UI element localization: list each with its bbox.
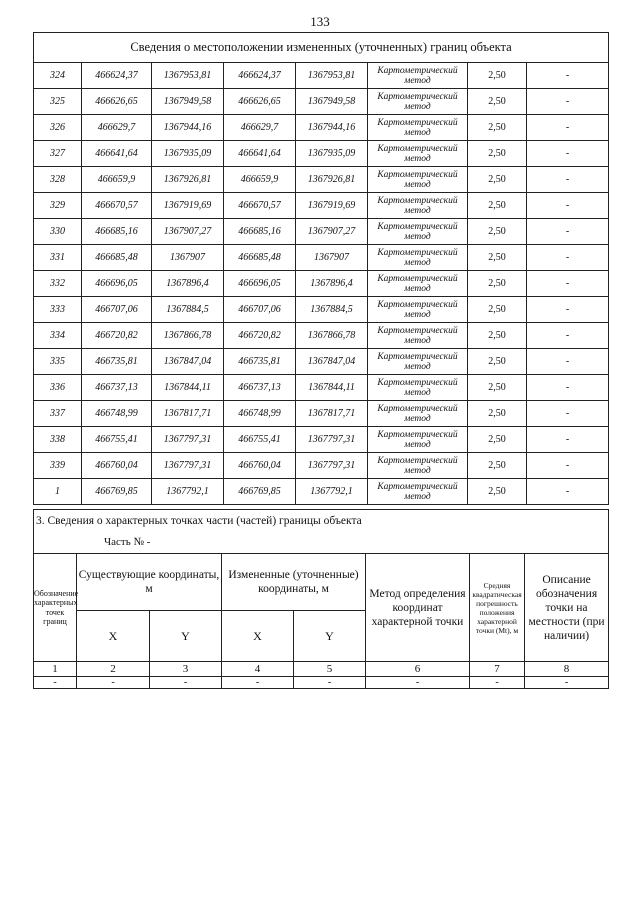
- point-number-cell: 331: [34, 245, 82, 271]
- method-cell: Картометрический метод: [368, 297, 468, 323]
- description-cell: -: [527, 245, 609, 271]
- description-cell: -: [527, 323, 609, 349]
- description-cell: -: [527, 453, 609, 479]
- point-number-cell: 324: [34, 63, 82, 89]
- existing-x-cell: 466696,05: [82, 271, 152, 297]
- column-number-row: [34, 662, 609, 677]
- changed-y-cell: 1367953,81: [296, 63, 368, 89]
- existing-y-cell: 1367844,11: [152, 375, 224, 401]
- changed-y-cell: 1367847,04: [296, 349, 368, 375]
- table-row: [34, 89, 609, 115]
- description-cell: -: [527, 297, 609, 323]
- table-row: [34, 349, 609, 375]
- changed-y-cell: 1367949,58: [296, 89, 368, 115]
- header-x-existing: X: [77, 611, 150, 662]
- method-cell: Картометрический метод: [368, 167, 468, 193]
- existing-y-cell: 1367792,1: [152, 479, 224, 505]
- changed-y-cell: 1367896,4: [296, 271, 368, 297]
- existing-x-cell: 466641,64: [82, 141, 152, 167]
- description-cell: -: [527, 219, 609, 245]
- method-cell: Картометрический метод: [368, 453, 468, 479]
- method-cell: Картометрический метод: [368, 349, 468, 375]
- accuracy-cell: 2,50: [468, 219, 527, 245]
- description-cell: -: [527, 63, 609, 89]
- existing-y-cell: 1367884,5: [152, 297, 224, 323]
- accuracy-cell: 2,50: [468, 271, 527, 297]
- header-description: Описание обозначения точки на местности (при наличии): [525, 554, 609, 662]
- table-row: [34, 297, 609, 323]
- existing-x-cell: 466735,81: [82, 349, 152, 375]
- table-row: [34, 479, 609, 505]
- point-number-cell: 329: [34, 193, 82, 219]
- existing-x-cell: 466737,13: [82, 375, 152, 401]
- description-cell: -: [527, 427, 609, 453]
- method-cell: Картометрический метод: [368, 193, 468, 219]
- changed-x-cell: 466748,99: [224, 401, 296, 427]
- changed-y-cell: 1367926,81: [296, 167, 368, 193]
- existing-y-cell: 1367896,4: [152, 271, 224, 297]
- changed-x-cell: 466685,48: [224, 245, 296, 271]
- description-cell: -: [527, 375, 609, 401]
- column-number: 1: [34, 662, 77, 677]
- existing-x-cell: 466760,04: [82, 453, 152, 479]
- accuracy-cell: 2,50: [468, 297, 527, 323]
- header-changed: Измененные (уточненные) координаты, м: [222, 554, 366, 611]
- point-number-cell: 339: [34, 453, 82, 479]
- table-row: [34, 141, 609, 167]
- accuracy-cell: 2,50: [468, 167, 527, 193]
- point-number-cell: 327: [34, 141, 82, 167]
- existing-x-cell: 466685,48: [82, 245, 152, 271]
- method-cell: Картометрический метод: [368, 401, 468, 427]
- existing-y-cell: 1367935,09: [152, 141, 224, 167]
- table-row: [34, 323, 609, 349]
- method-cell: Картометрический метод: [368, 271, 468, 297]
- changed-x-cell: 466735,81: [224, 349, 296, 375]
- point-number-cell: 325: [34, 89, 82, 115]
- accuracy-cell: 2,50: [468, 89, 527, 115]
- header-x-changed: X: [222, 611, 294, 662]
- existing-y-cell: 1367866,78: [152, 323, 224, 349]
- method-cell: Картометрический метод: [368, 427, 468, 453]
- method-cell: Картометрический метод: [368, 115, 468, 141]
- part-label-row: [34, 531, 609, 554]
- accuracy-cell: 2,50: [468, 453, 527, 479]
- header-existing: Существующие координаты, м: [77, 554, 222, 611]
- changed-x-cell: 466641,64: [224, 141, 296, 167]
- table-row: [34, 375, 609, 401]
- description-cell: -: [527, 401, 609, 427]
- empty-cell: -: [222, 677, 294, 689]
- method-cell: Картометрический метод: [368, 245, 468, 271]
- existing-x-cell: 466624,37: [82, 63, 152, 89]
- changed-x-cell: 466769,85: [224, 479, 296, 505]
- changed-x-cell: 466720,82: [224, 323, 296, 349]
- column-number: 4: [222, 662, 294, 677]
- header-method: Метод определения координат характерной точки: [366, 554, 470, 662]
- table-row: [34, 245, 609, 271]
- changed-x-cell: 466755,41: [224, 427, 296, 453]
- changed-x-cell: 466685,16: [224, 219, 296, 245]
- changed-x-cell: 466707,06: [224, 297, 296, 323]
- accuracy-cell: 2,50: [468, 193, 527, 219]
- empty-cell: -: [77, 677, 150, 689]
- changed-y-cell: 1367797,31: [296, 427, 368, 453]
- header-row-1: [34, 554, 609, 611]
- point-number-cell: 328: [34, 167, 82, 193]
- empty-cell: -: [34, 677, 77, 689]
- table-row: [34, 453, 609, 479]
- description-cell: -: [527, 115, 609, 141]
- table-row: [34, 63, 609, 89]
- header-y-changed: Y: [294, 611, 366, 662]
- point-number-cell: 338: [34, 427, 82, 453]
- changed-x-cell: 466696,05: [224, 271, 296, 297]
- changed-x-cell: 466760,04: [224, 453, 296, 479]
- existing-x-cell: 466626,65: [82, 89, 152, 115]
- changed-x-cell: 466624,37: [224, 63, 296, 89]
- existing-y-cell: 1367949,58: [152, 89, 224, 115]
- existing-x-cell: 466629,7: [82, 115, 152, 141]
- point-number-cell: 334: [34, 323, 82, 349]
- method-cell: Картометрический метод: [368, 63, 468, 89]
- section-title-row: [34, 33, 609, 63]
- column-number: 6: [366, 662, 470, 677]
- empty-cell: -: [470, 677, 525, 689]
- boundary-points-table: [33, 32, 609, 505]
- accuracy-cell: 2,50: [468, 479, 527, 505]
- changed-x-cell: 466629,7: [224, 115, 296, 141]
- page-number: 133: [310, 14, 330, 29]
- method-cell: Картометрический метод: [368, 479, 468, 505]
- description-cell: -: [527, 193, 609, 219]
- changed-x-cell: 466737,13: [224, 375, 296, 401]
- method-cell: Картометрический метод: [368, 323, 468, 349]
- header-y-existing: Y: [150, 611, 222, 662]
- table-row: [34, 115, 609, 141]
- changed-y-cell: 1367817,71: [296, 401, 368, 427]
- method-cell: Картометрический метод: [368, 219, 468, 245]
- existing-x-cell: 466720,82: [82, 323, 152, 349]
- table-row: [34, 401, 609, 427]
- changed-y-cell: 1367944,16: [296, 115, 368, 141]
- table-row: [34, 193, 609, 219]
- changed-y-cell: 1367935,09: [296, 141, 368, 167]
- changed-y-cell: 1367844,11: [296, 375, 368, 401]
- description-cell: -: [527, 89, 609, 115]
- existing-x-cell: 466748,99: [82, 401, 152, 427]
- existing-y-cell: 1367907: [152, 245, 224, 271]
- accuracy-cell: 2,50: [468, 427, 527, 453]
- point-number-cell: 332: [34, 271, 82, 297]
- table-row: [34, 219, 609, 245]
- description-cell: -: [527, 141, 609, 167]
- existing-x-cell: 466769,85: [82, 479, 152, 505]
- existing-y-cell: 1367953,81: [152, 63, 224, 89]
- changed-y-cell: 1367884,5: [296, 297, 368, 323]
- changed-y-cell: 1367866,78: [296, 323, 368, 349]
- existing-y-cell: 1367797,31: [152, 427, 224, 453]
- existing-y-cell: 1367847,04: [152, 349, 224, 375]
- section3-title-row: [34, 510, 609, 532]
- table-row: [34, 271, 609, 297]
- changed-y-cell: 1367907,27: [296, 219, 368, 245]
- accuracy-cell: 2,50: [468, 245, 527, 271]
- point-number-cell: 335: [34, 349, 82, 375]
- changed-y-cell: 1367797,31: [296, 453, 368, 479]
- accuracy-cell: 2,50: [468, 115, 527, 141]
- column-number: 3: [150, 662, 222, 677]
- table-row: [34, 167, 609, 193]
- existing-y-cell: 1367797,31: [152, 453, 224, 479]
- accuracy-cell: 2,50: [468, 401, 527, 427]
- column-number: 7: [470, 662, 525, 677]
- empty-cell: -: [294, 677, 366, 689]
- header-point: Обозначение характерных точек границ: [34, 554, 77, 662]
- accuracy-cell: 2,50: [468, 349, 527, 375]
- accuracy-cell: 2,50: [468, 375, 527, 401]
- existing-y-cell: 1367817,71: [152, 401, 224, 427]
- method-cell: Картометрический метод: [368, 89, 468, 115]
- point-number-cell: 337: [34, 401, 82, 427]
- existing-y-cell: 1367907,27: [152, 219, 224, 245]
- changed-x-cell: 466670,57: [224, 193, 296, 219]
- point-number-cell: 330: [34, 219, 82, 245]
- section3-title: 3. Сведения о характерных точках части (частей) границы объекта: [34, 510, 609, 532]
- part-label: Часть № -: [34, 531, 609, 554]
- description-cell: -: [527, 271, 609, 297]
- accuracy-cell: 2,50: [468, 323, 527, 349]
- point-number-cell: 326: [34, 115, 82, 141]
- method-cell: Картометрический метод: [368, 141, 468, 167]
- empty-cell: -: [525, 677, 609, 689]
- existing-y-cell: 1367926,81: [152, 167, 224, 193]
- changed-y-cell: 1367792,1: [296, 479, 368, 505]
- existing-y-cell: 1367944,16: [152, 115, 224, 141]
- header-accuracy: Средняя квадратическая погрешность положения характерной точки (Mt), м: [470, 554, 525, 662]
- section-title: Сведения о местоположении измененных (уточненных) границ объекта: [34, 33, 609, 63]
- point-number-cell: 336: [34, 375, 82, 401]
- existing-x-cell: 466707,06: [82, 297, 152, 323]
- method-cell: Картометрический метод: [368, 375, 468, 401]
- existing-y-cell: 1367919,69: [152, 193, 224, 219]
- empty-cell: -: [366, 677, 470, 689]
- accuracy-cell: 2,50: [468, 141, 527, 167]
- existing-x-cell: 466670,57: [82, 193, 152, 219]
- empty-cell: -: [150, 677, 222, 689]
- changed-x-cell: 466626,65: [224, 89, 296, 115]
- changed-y-cell: 1367907: [296, 245, 368, 271]
- table-row: [34, 427, 609, 453]
- accuracy-cell: 2,50: [468, 63, 527, 89]
- description-cell: -: [527, 167, 609, 193]
- point-number-cell: 333: [34, 297, 82, 323]
- changed-x-cell: 466659,9: [224, 167, 296, 193]
- column-number: 2: [77, 662, 150, 677]
- column-number: 8: [525, 662, 609, 677]
- changed-y-cell: 1367919,69: [296, 193, 368, 219]
- part-points-table: [33, 509, 609, 689]
- description-cell: -: [527, 479, 609, 505]
- existing-x-cell: 466685,16: [82, 219, 152, 245]
- existing-x-cell: 466659,9: [82, 167, 152, 193]
- description-cell: -: [527, 349, 609, 375]
- empty-data-row: [34, 677, 609, 689]
- existing-x-cell: 466755,41: [82, 427, 152, 453]
- column-number: 5: [294, 662, 366, 677]
- point-number-cell: 1: [34, 479, 82, 505]
